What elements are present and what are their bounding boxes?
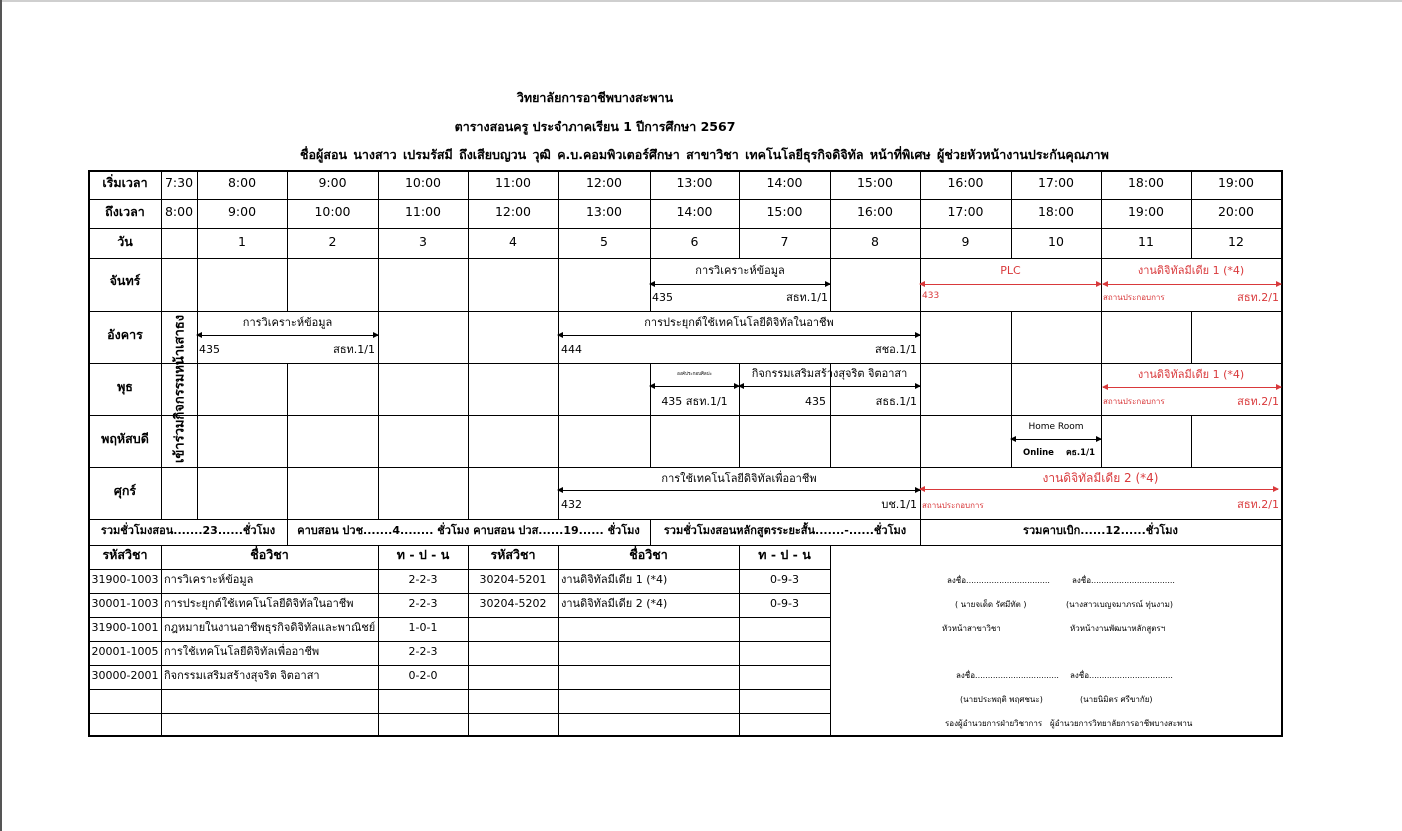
period-number: 7: [780, 234, 789, 249]
subjects-header-code: รหัสวิชา: [490, 547, 536, 562]
grid-line: [1011, 311, 1012, 363]
grid-line: [89, 665, 830, 666]
end-time: 20:00: [1217, 204, 1255, 219]
summary-total-hours: รวมชั่วโมงสอน.......23......ชั่วโมง: [100, 524, 276, 537]
span-arrow: [650, 284, 830, 285]
span-arrow: [1011, 439, 1101, 440]
grid-line: [89, 641, 830, 642]
end-time: 16:00: [856, 204, 894, 219]
subjects-header-name: ชื่อวิชา: [629, 547, 668, 562]
start-time: 18:00: [1127, 175, 1165, 190]
day-name: พุธ: [117, 379, 133, 394]
period-number: 9: [961, 234, 970, 249]
class-room-mon-c: สถานประกอบการ: [1103, 293, 1165, 302]
end-time: 18:00: [1037, 204, 1075, 219]
subject-code: 20001-1005: [91, 645, 159, 658]
grid-line: [1101, 311, 1102, 363]
subject-tpn: 2-2-3: [408, 645, 438, 658]
class-group-wed-b: สธธ.1/1: [875, 395, 917, 408]
subjects-header-tpn: ท - ป - น: [396, 547, 450, 562]
subject-code: 30001-1003: [91, 597, 159, 610]
subject-name: กิจกรรมเสริมสร้างสุจริต จิตอาสา: [164, 669, 320, 682]
start-time-label: เริ่มเวลา: [102, 175, 148, 190]
grid-line: [89, 593, 830, 594]
grid-line: [1191, 311, 1192, 363]
grid-line: [89, 569, 830, 570]
grid-line: [89, 689, 830, 690]
start-time: 19:00: [1217, 175, 1255, 190]
start-time: 13:00: [676, 175, 713, 190]
span-arrow: [1103, 387, 1281, 388]
grid-line: [89, 713, 830, 714]
grid-line: [89, 228, 1282, 229]
grid-line: [89, 363, 1282, 364]
class-title-wed-a: องค์ประกอบศิลปะ: [677, 372, 712, 377]
subject-code: 30204-5201: [479, 573, 547, 586]
start-time: 9:00: [318, 175, 347, 190]
class-room-tue-a: 435: [199, 343, 220, 356]
signer-name-director: (นายนิมิตร ศรีขากัย): [1080, 695, 1153, 704]
grid-line: [378, 415, 379, 467]
subject-tpn: 1-0-1: [408, 621, 438, 634]
end-time: 13:00: [585, 204, 623, 219]
college-title: วิทยาลัยการอาชีพบางสะพาน: [516, 90, 674, 105]
grid-line: [468, 311, 469, 363]
subject-tpn: 0-9-3: [770, 597, 799, 610]
span-arrow: [920, 489, 1278, 490]
subject-tpn: 2-2-3: [408, 597, 438, 610]
end-time: 8:00: [164, 204, 194, 219]
grid-line: [468, 258, 469, 311]
homeroom-vertical-label: [161, 262, 197, 516]
signer-title-director: ผู้อำนวยการวิทยาลัยการอาชีพบางสะพาน: [1050, 719, 1193, 728]
signer-name-deputy: (นายประพฤติ พฤศชนะ): [960, 695, 1043, 704]
grid-line: [287, 467, 288, 519]
end-time-label: ถึงเวลา: [105, 204, 145, 219]
subject-code: 31900-1001: [91, 621, 159, 634]
end-time: 15:00: [766, 204, 803, 219]
subject-code: 30204-5202: [479, 597, 547, 610]
day-name: อังคาร: [107, 327, 143, 342]
grid-line: [1191, 415, 1192, 467]
day-label: วัน: [117, 234, 133, 249]
signer-title-curriculum-head: หัวหน้างานพัฒนาหลักสูตรฯ: [1070, 624, 1166, 633]
span-arrow: [1103, 284, 1281, 285]
grid-line: [89, 519, 1282, 520]
period-number: 11: [1138, 234, 1154, 249]
start-time: 15:00: [856, 175, 894, 190]
class-title-fri-b: งานดิจิทัลมีเดีย 2 (*4): [1042, 471, 1159, 485]
class-title-tue-b: การประยุกต์ใช้เทคโนโลยีดิจิทัลในอาชีพ: [644, 316, 834, 329]
grid-line: [89, 467, 1282, 468]
period-number: 12: [1228, 234, 1244, 249]
grid-line: [89, 258, 1282, 259]
class-room-wed-a: 435 สธท.1/1: [661, 395, 728, 408]
span-arrow: [558, 490, 920, 491]
class-group-thu-a: คธ.1/1: [1066, 448, 1096, 458]
end-time: 12:00: [494, 204, 532, 219]
period-number: 2: [328, 234, 337, 249]
grid-line: [558, 258, 559, 311]
grid-line: [830, 545, 831, 736]
start-time: 14:00: [766, 175, 803, 190]
start-time: 12:00: [585, 175, 623, 190]
grid-line: [650, 363, 651, 415]
subject-name: การวิเคราะห์ข้อมูล: [164, 573, 254, 586]
grid-line: [468, 467, 469, 519]
class-room-mon-b: 433: [922, 291, 940, 301]
end-time: 19:00: [1127, 204, 1165, 219]
grid-line: [920, 415, 921, 467]
grid-line: [468, 415, 469, 467]
subject-code: 31900-1003: [91, 573, 159, 586]
subject-name: งานดิจิทัลมีเดีย 2 (*4): [561, 597, 668, 610]
subjects-header-code: รหัสวิชา: [102, 547, 148, 562]
grid-line: [650, 415, 651, 467]
end-time: 9:00: [227, 204, 257, 219]
period-number: 10: [1048, 234, 1064, 249]
subject-name: การใช้เทคโนโลยีดิจิทัลเพื่ออาชีพ: [164, 645, 320, 658]
end-time: 11:00: [404, 204, 442, 219]
grid-line: [378, 258, 379, 311]
class-title-mon-c: งานดิจิทัลมีเดีย 1 (*4): [1137, 264, 1245, 277]
grid-line: [89, 735, 1282, 737]
grid-line: [1011, 363, 1012, 415]
summary-short-course: รวมชั่วโมงสอนหลักสูตรระยะสั้น.......-......ชั่วโมง: [663, 524, 907, 537]
subject-name: งานดิจิทัลมีเดีย 1 (*4): [561, 573, 668, 586]
period-number: 1: [238, 234, 246, 249]
start-time: 10:00: [404, 175, 442, 190]
class-room-mon-a: 435: [652, 291, 673, 304]
grid-line: [920, 363, 921, 415]
signature-line: ลงชื่อ.................................: [956, 671, 1059, 680]
day-name: ศุกร์: [113, 483, 137, 498]
subject-name: กฎหมายในงานอาชีพธุรกิจดิจิทัลและพาณิชย์: [164, 621, 376, 634]
class-title-fri-a: การใช้เทคโนโลยีดิจิทัลเพื่ออาชีพ: [661, 472, 817, 485]
grid-line: [1281, 170, 1283, 737]
signer-title-dept-head: หัวหน้าสาขาวิชา: [942, 624, 1001, 633]
class-title-mon-b: PLC: [1000, 264, 1021, 277]
day-name: จันทร์: [109, 273, 141, 288]
class-room-fri-a: 432: [561, 498, 582, 511]
period-number: 5: [600, 234, 608, 249]
start-time: 8:00: [227, 175, 257, 190]
start-time: 16:00: [947, 175, 984, 190]
class-group-fri-a: บช.1/1: [881, 498, 917, 511]
class-room-wed-c: สถานประกอบการ: [1103, 397, 1165, 406]
schedule-title: ตารางสอนครู ประจำภาคเรียน 1 ปีการศึกษา 2567: [454, 119, 736, 134]
grid-line: [739, 415, 740, 467]
summary-periods: คาบสอน ปวช.......4........ ชั่วโมง คาบสอน ปวส......19...... ชั่วโมง: [297, 524, 640, 537]
grid-line: [89, 311, 1282, 312]
grid-line: [558, 363, 559, 415]
start-time: 7:30: [164, 175, 194, 190]
grid-line: [89, 199, 1282, 200]
subjects-header-name: ชื่อวิชา: [250, 547, 289, 562]
subject-name: การประยุกต์ใช้เทคโนโลยีดิจิทัลในอาชีพ: [164, 597, 354, 610]
class-room-tue-b: 444: [561, 343, 582, 356]
signature-line: ลงชื่อ.................................: [1072, 576, 1175, 585]
grid-line: [89, 415, 1282, 416]
subjects-header-tpn: ท - ป - น: [758, 547, 811, 562]
page-top-edge: [0, 0, 1402, 2]
subject-tpn: 2-2-3: [408, 573, 438, 586]
signer-title-deputy: รองผู้อำนวยการฝ่ายวิชาการ: [945, 719, 1043, 728]
class-room-fri-b: สถานประกอบการ: [922, 501, 984, 510]
class-title-thu-a: Home Room: [1028, 422, 1084, 432]
period-number: 3: [419, 234, 427, 249]
signer-name-dept-head: ( นายจเด็ด รัศมีทัต ): [955, 600, 1027, 609]
period-number: 8: [871, 234, 879, 249]
grid-line: [468, 363, 469, 415]
class-room-wed-b: 435: [805, 395, 826, 408]
grid-line: [89, 170, 1282, 172]
grid-line: [287, 363, 288, 415]
signature-line: ลงชื่อ.................................: [947, 576, 1050, 585]
class-title-wed-b: กิจกรรมเสริมสร้างสุจริต จิตอาสา: [751, 367, 908, 380]
summary-overtime: รวมคาบเบิก......12......ชั่วโมง: [1023, 524, 1178, 537]
subject-tpn: 0-2-0: [408, 669, 438, 682]
class-title-mon-a: การวิเคราะห์ข้อมูล: [695, 264, 785, 277]
subject-tpn: 0-9-3: [770, 573, 799, 586]
class-group-wed-c: สธท.2/1: [1237, 395, 1279, 408]
grid-line: [287, 258, 288, 311]
grid-line: [89, 617, 830, 618]
class-group-mon-a: สธท.1/1: [786, 291, 828, 304]
span-arrow: [920, 284, 1101, 285]
class-group-tue-b: สชอ.1/1: [875, 343, 917, 356]
grid-line: [830, 415, 831, 467]
start-time: 17:00: [1037, 175, 1075, 190]
end-time: 14:00: [676, 204, 713, 219]
span-arrow: [197, 335, 378, 336]
day-name: พฤหัสบดี: [101, 431, 149, 446]
class-group-tue-a: สธท.1/1: [333, 343, 375, 356]
subject-code: 30000-2001: [91, 669, 159, 682]
start-time: 11:00: [494, 175, 532, 190]
class-room-thu-a: Online: [1023, 448, 1054, 458]
class-title-tue-a: การวิเคราะห์ข้อมูล: [242, 316, 333, 329]
grid-line: [197, 258, 198, 519]
period-number: 6: [690, 234, 699, 249]
grid-line: [558, 415, 559, 467]
homeroom-vertical-text: เข้าร่วมกิจกรรมหน้าเสาธง: [172, 314, 188, 464]
signer-name-curriculum-head: (นางสาวเบญจมาภรณ์ ทุ่นงาม): [1066, 600, 1174, 609]
end-time: 17:00: [947, 204, 984, 219]
span-arrow: [650, 386, 739, 387]
teacher-info: ชื่อผู้สอน นางสาว เปรมรัสมี ถึงเสียบญวน วุฒิ ค.บ.คอมพิวเตอร์ศึกษา สาขาวิชา เทคโนโลยีธุรกิจดิจิทัล หน้าที่พิเศษ ผู้ช่วยหัวหน้างานประกันคุณภาพ: [300, 147, 1109, 162]
class-group-fri-b: สธท.2/1: [1237, 498, 1279, 511]
grid-line: [378, 363, 379, 415]
class-title-wed-c: งานดิจิทัลมีเดีย 1 (*4): [1137, 368, 1245, 381]
grid-line: [287, 415, 288, 467]
span-arrow: [739, 386, 920, 387]
grid-line: [89, 545, 1282, 546]
end-time: 10:00: [314, 204, 351, 219]
span-arrow: [558, 335, 920, 336]
class-group-mon-c: สธท.2/1: [1237, 291, 1279, 304]
grid-line: [378, 467, 379, 519]
signature-line: ลงชื่อ.................................: [1070, 671, 1173, 680]
period-number: 4: [509, 234, 517, 249]
